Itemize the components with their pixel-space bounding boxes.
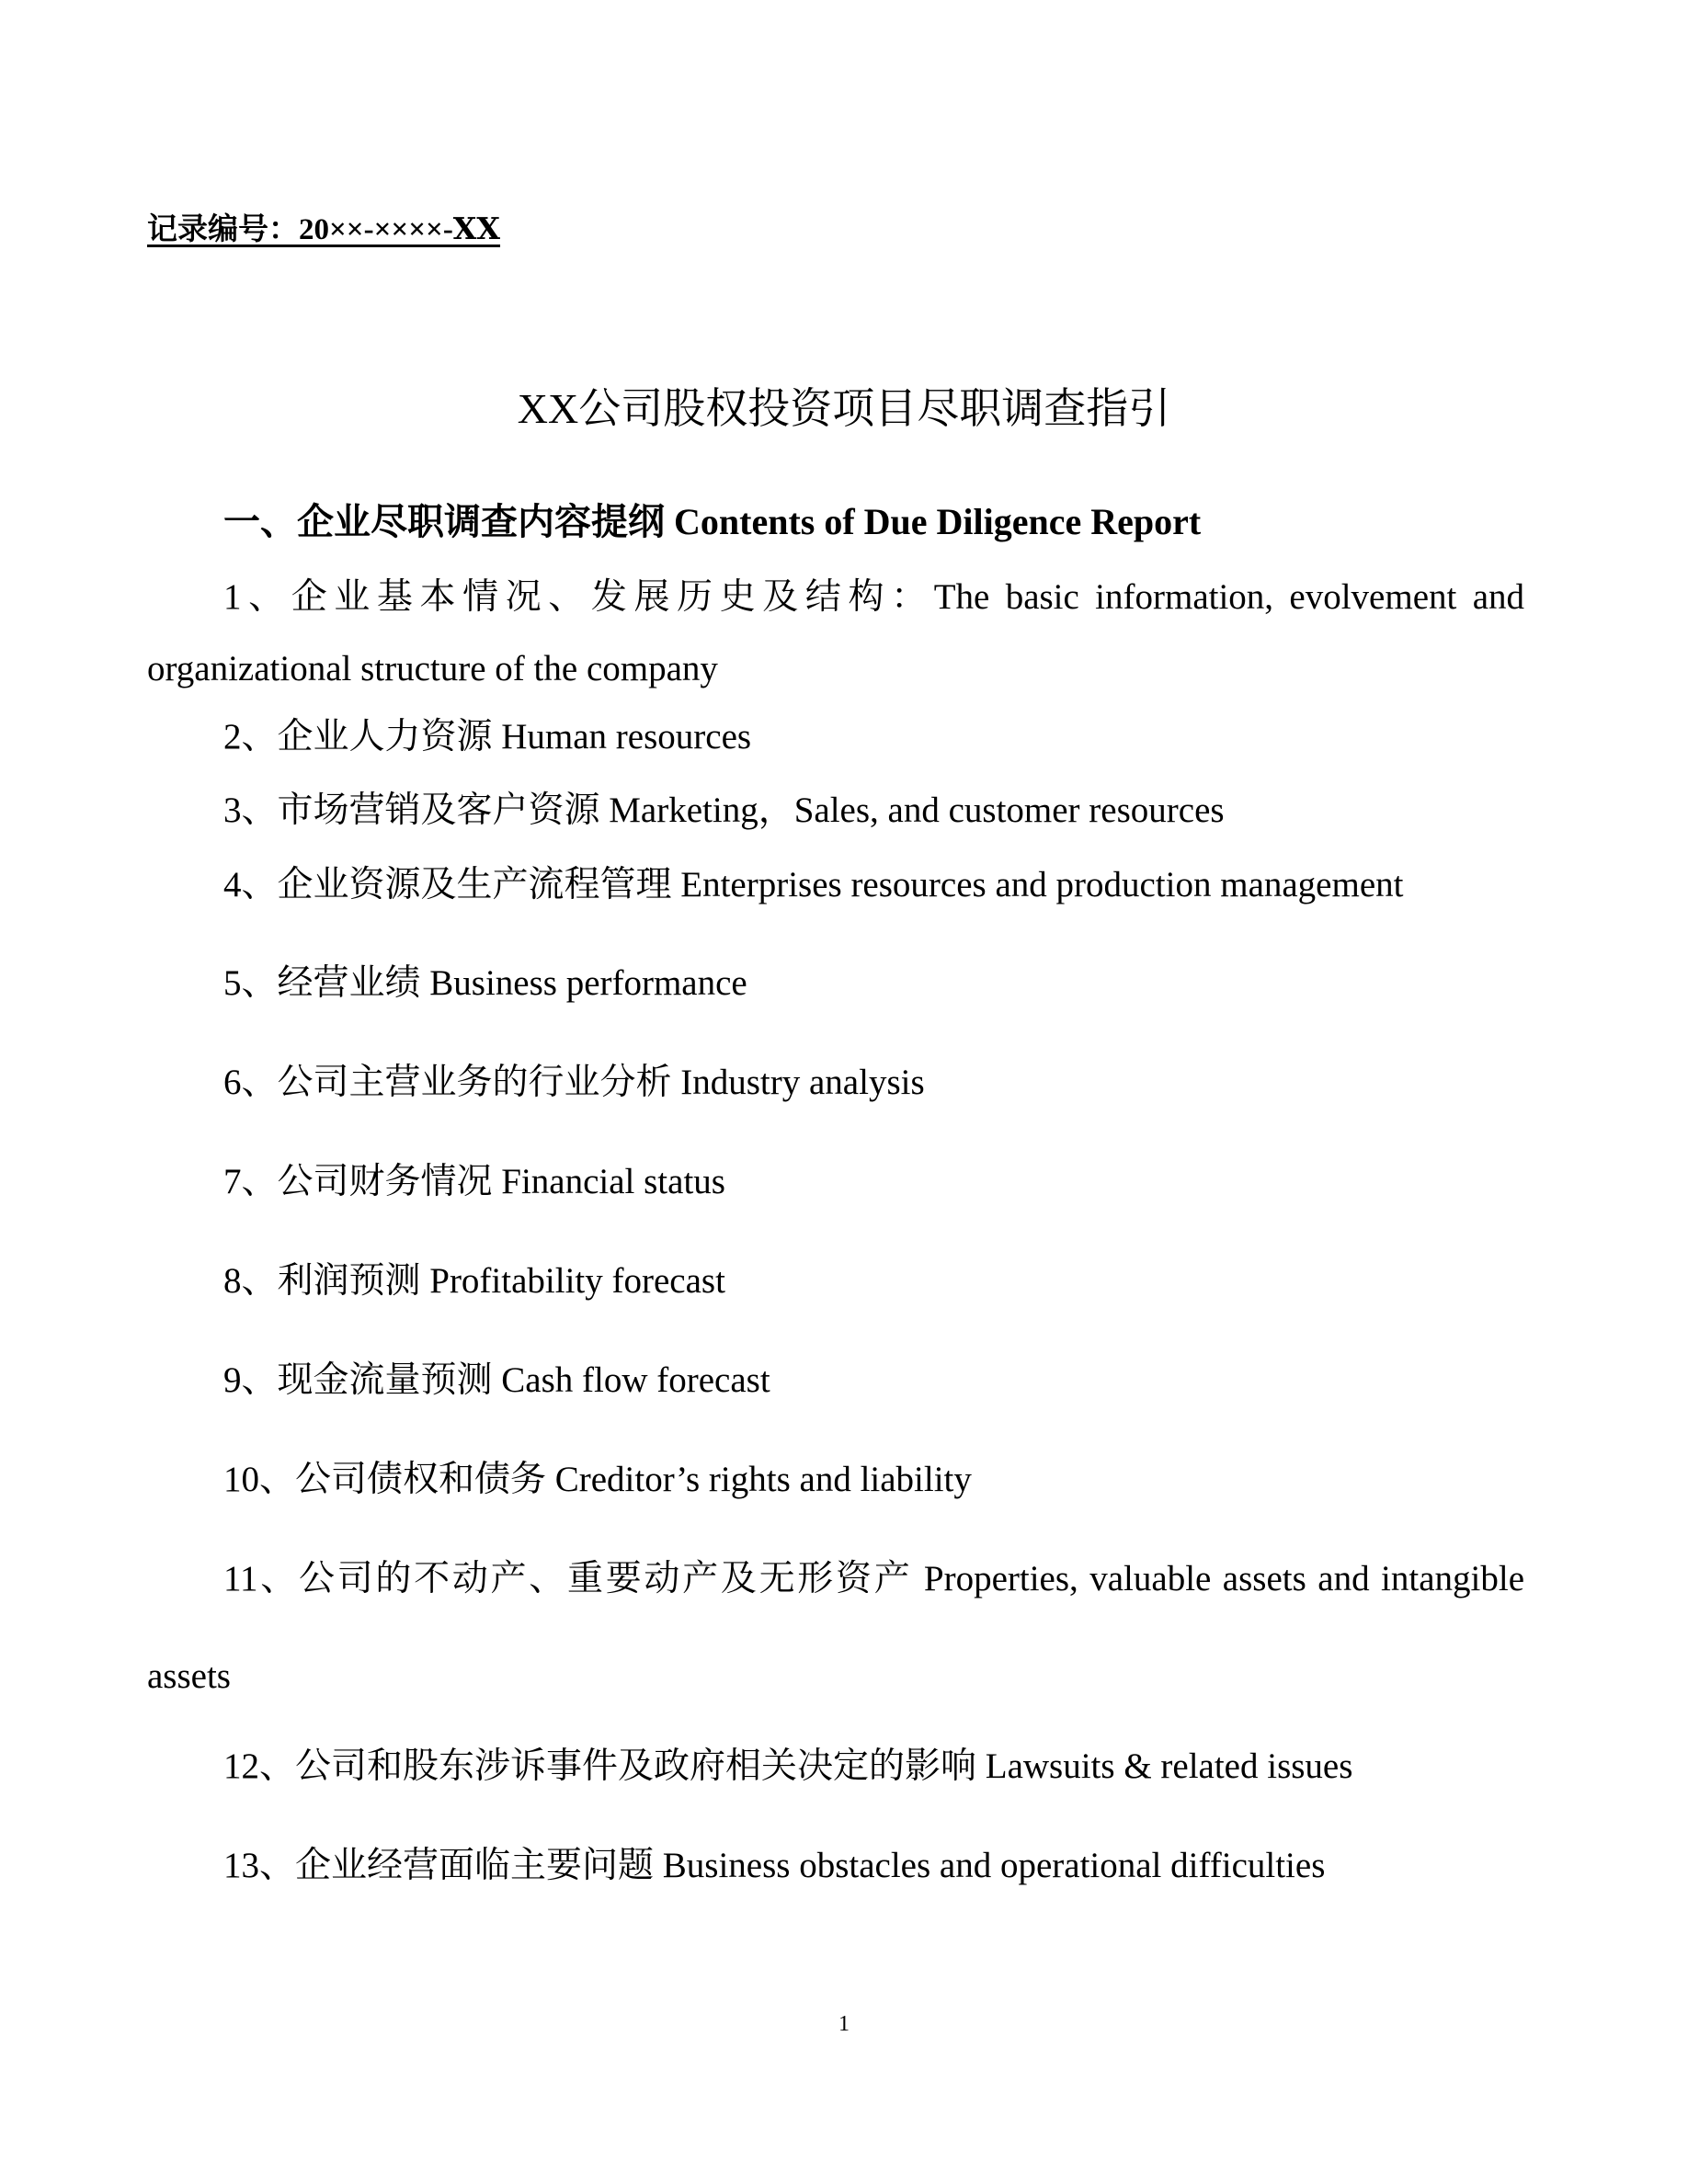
list-item: 4、企业资源及生产流程管理 Enterprises resources and production management	[223, 865, 1404, 904]
list-item: 2、企业人力资源 Human resources	[223, 717, 752, 756]
section-heading: 一、企业尽职调查内容提纲 Contents of Due Diligence Report	[223, 501, 1202, 542]
list-item: 3、市场营销及客户资源 Marketing，Sales, and customer resources	[223, 791, 1225, 830]
list-item: 10、公司债权和债务 Creditor’s rights and liability	[223, 1460, 972, 1499]
list-item: 8、利润预测 Profitability forecast	[223, 1261, 725, 1301]
list-item: 5、经营业绩 Business performance	[223, 963, 747, 1003]
list-item: 12、公司和股东涉诉事件及政府相关决定的影响 Lawsuits & related issues	[223, 1746, 1353, 1786]
list-item-continuation: assets	[147, 1656, 231, 1696]
record-number: 记录编号：20××-××××-ⅩⅩ	[147, 213, 501, 246]
list-item: 13、企业经营面临主要问题 Business obstacles and operational difficulties	[223, 1846, 1326, 1885]
document-title: XX公司股权投资项目尽职调查指引	[517, 385, 1171, 432]
list-item: 11、公司的不动产、重要动产及无形资产 Properties, valuable assets and intangible	[223, 1559, 1524, 1598]
page-number: 1	[838, 2012, 850, 2036]
list-item: 7、公司财务情况 Financial status	[223, 1162, 725, 1201]
list-item: 1、企业基本情况、发展历史及结构：The basic information, evolvement and	[223, 577, 1524, 617]
list-item: 9、现金流量预测 Cash flow forecast	[223, 1360, 770, 1400]
list-item: 6、公司主营业务的行业分析 Industry analysis	[223, 1063, 925, 1102]
list-item-continuation: organizational structure of the company	[147, 649, 718, 688]
